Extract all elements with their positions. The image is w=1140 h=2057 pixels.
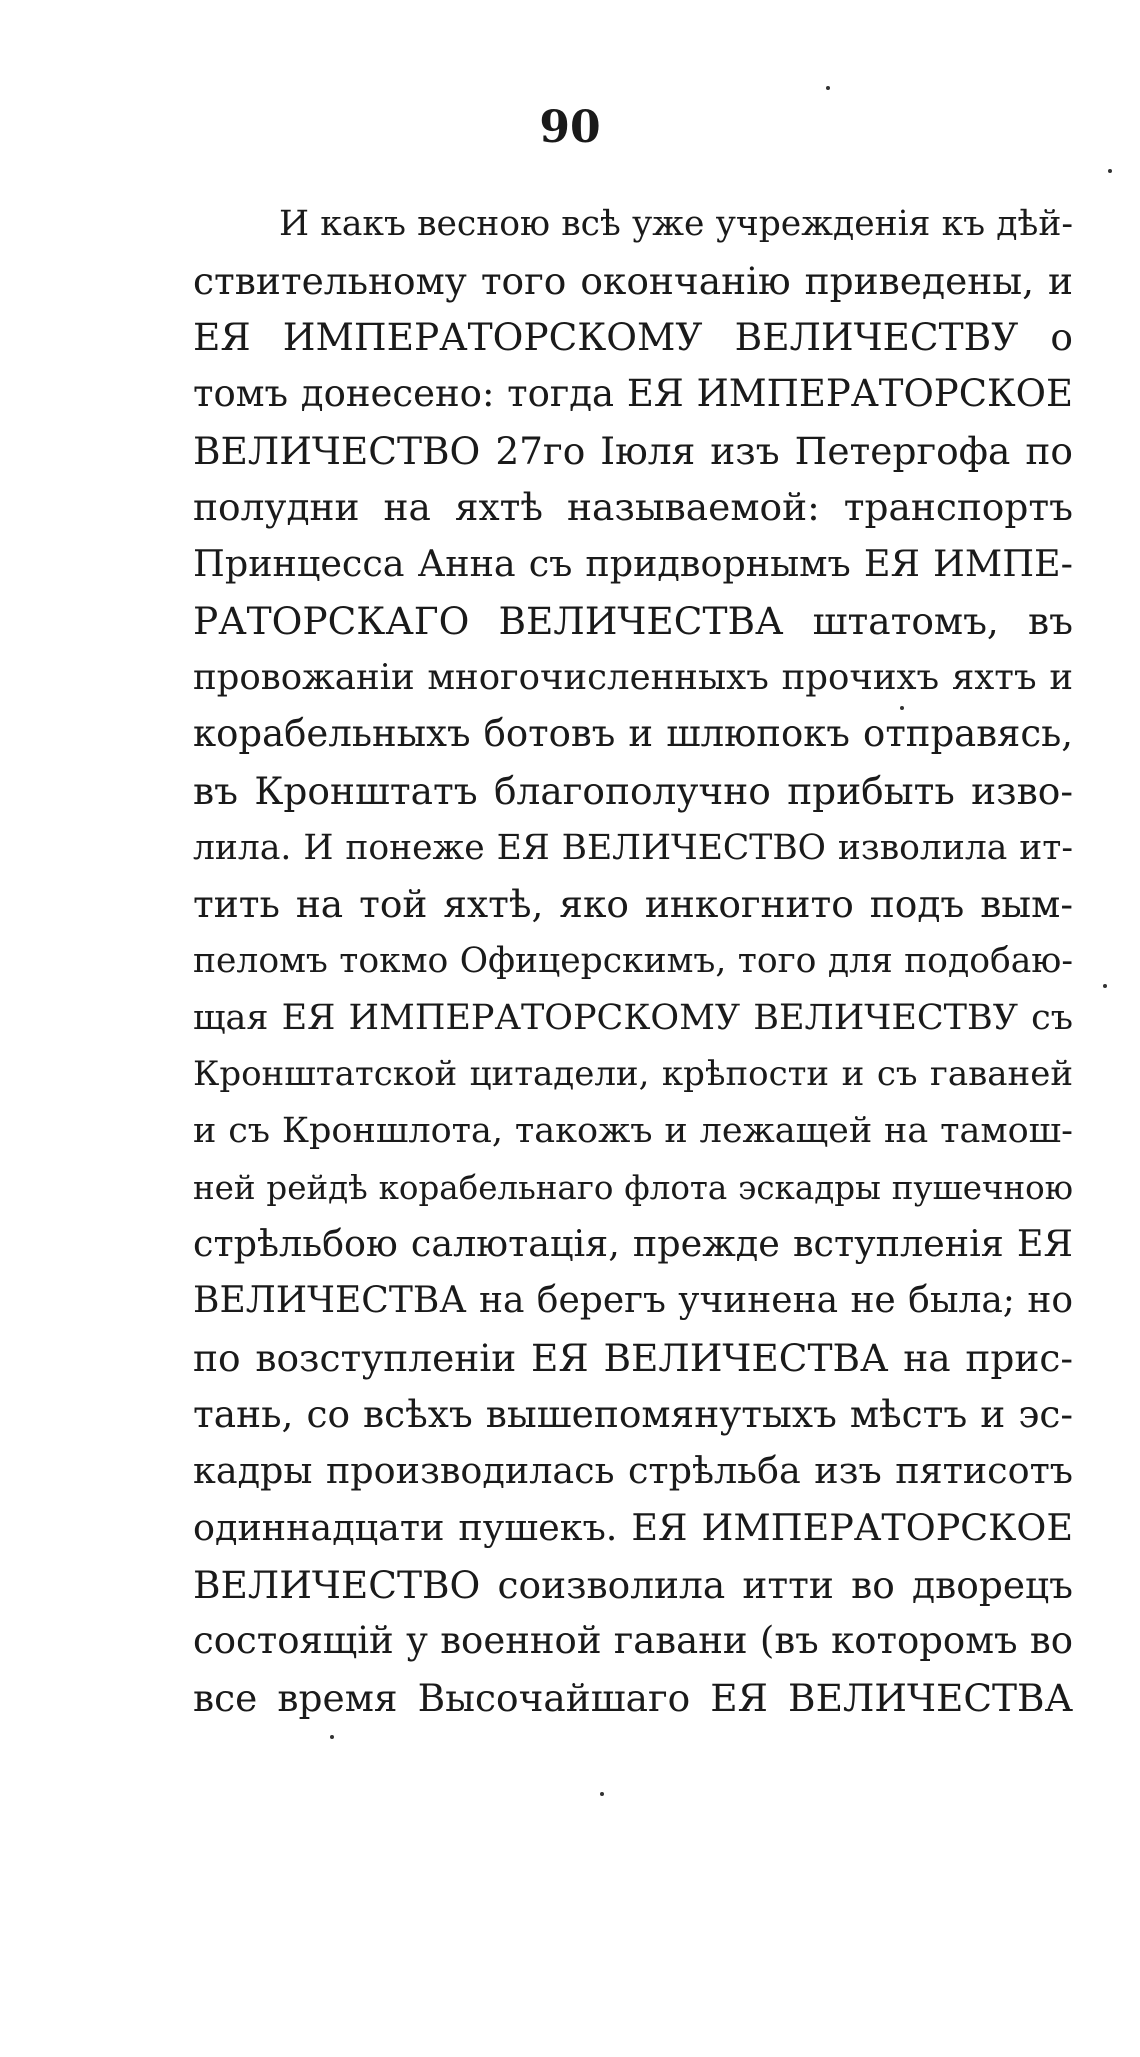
text-line: ВЕЛИЧЕСТВА на берегъ учинена не была; но — [193, 1280, 1073, 1322]
print-speck — [826, 86, 830, 90]
text-line: пеломъ токмо Офицерскимъ, того для подобаю- — [193, 940, 1073, 981]
text-line: лила. И понеже ЕЯ ВЕЛИЧЕСТВО изволила ит- — [193, 827, 1073, 868]
print-speck — [330, 1735, 334, 1739]
print-speck — [600, 1792, 604, 1796]
text-line: стрѣльбою салютація, прежде вступленія ЕЯ — [193, 1222, 1073, 1266]
text-line: ствительному того окончанію приведены, и — [193, 258, 1073, 303]
text-line: И какъ весною всѣ уже учрежденія къ дѣй- — [279, 204, 1073, 244]
text-line: въ Кронштатъ благополучно прибыть изво- — [193, 768, 1073, 813]
text-line: ВЕЛИЧЕСТВО 27го Іюля изъ Петергофа по — [193, 428, 1073, 473]
text-line: ней рейдѣ корабельнаго флота эскадры пушечною — [193, 1168, 1073, 1207]
text-line: кадры производилась стрѣльба изъ пятисотъ — [193, 1449, 1073, 1493]
page-number: 90 — [539, 102, 601, 153]
print-speck — [1103, 984, 1107, 988]
text-line: полудни на яхтѣ называемой: транспортъ — [193, 485, 1073, 530]
text-line: тань, со всѣхъ вышепомянутыхъ мѣстъ и эс- — [193, 1392, 1073, 1437]
text-line: состоящій у военной гавани (въ которомъ во — [193, 1619, 1073, 1663]
text-line: тить на той яхтѣ, яко инкогнито подъ вым- — [193, 882, 1073, 927]
text-line: ВЕЛИЧЕСТВО соизволила итти во дворецъ — [193, 1562, 1073, 1607]
text-line: по возступленіи ЕЯ ВЕЛИЧЕСТВА на прис- — [193, 1335, 1073, 1380]
text-line: Принцесса Анна съ придворнымъ ЕЯ ИМПЕ- — [193, 542, 1073, 586]
text-line: и съ Кроншлота, такожъ и лежащей на тамош- — [193, 1111, 1073, 1151]
text-line: провожаніи многочисленныхъ прочихъ яхтъ и — [193, 656, 1073, 698]
print-speck — [1108, 169, 1112, 173]
text-line: Кронштатской цитадели, крѣпости и съ гаваней — [193, 1054, 1073, 1095]
text-line: корабельныхъ ботовъ и шлюпокъ отправясь, — [193, 712, 1073, 756]
text-line: щая ЕЯ ИМПЕРАТОРСКОМУ ВЕЛИЧЕСТВУ съ — [193, 997, 1073, 1038]
text-line: ЕЯ ИМПЕРАТОРСКОМУ ВЕЛИЧЕСТВУ о — [193, 315, 1073, 360]
text-line: все время Высочайшаго ЕЯ ВЕЛИЧЕСТВА — [193, 1675, 1073, 1720]
text-line: одиннадцати пушекъ. ЕЯ ИМПЕРАТОРСКОЕ — [193, 1505, 1073, 1549]
text-line: РАТОРСКАГО ВЕЛИЧЕСТВА штатомъ, въ — [193, 598, 1073, 643]
text-line: томъ донесено: тогда ЕЯ ИМПЕРАТОРСКОЕ — [193, 372, 1073, 416]
body-text — [193, 196, 1073, 1727]
print-speck — [900, 706, 904, 710]
